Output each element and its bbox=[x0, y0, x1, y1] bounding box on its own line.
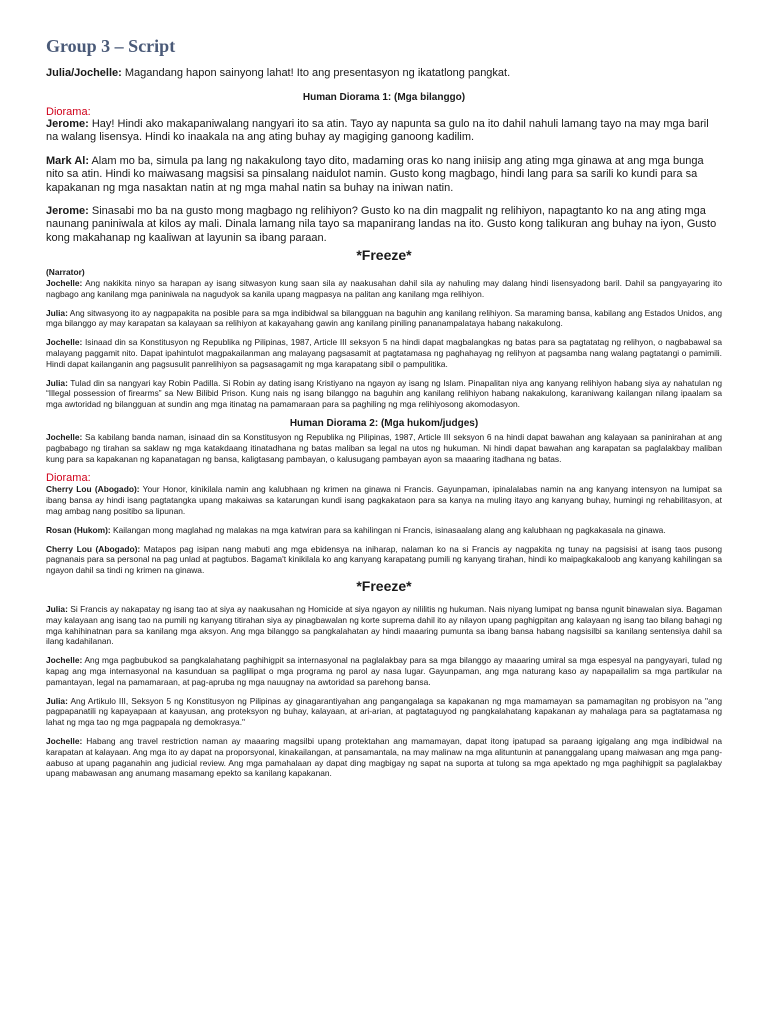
dialogue-text: Magandang hapon sainyong lahat! Ito ang presentasyon ng ikatatlong pangkat. bbox=[121, 67, 511, 79]
dialogue-line bbox=[46, 155, 722, 195]
dialogue-text: Ang sitwasyong ito ay nagpapakita na posible para sa mga indibidwal sa bilangguan na baguhin ang kanilang relihiyon. Sa maraming bansa, kabilang ang Estados Unidos, ang mga bilanggo ay may karapatan sa kalayaan sa relihiyon at kakayahang gawin ang kanilang piniling pananampalataya habang nakakulong. bbox=[46, 307, 722, 329]
narration-paragraph bbox=[46, 278, 722, 300]
speaker-name: Cherry Lou (Abogado): bbox=[46, 543, 141, 554]
narration-paragraph bbox=[46, 696, 722, 728]
speaker-name: Jochelle: bbox=[46, 278, 83, 289]
dialogue-text: Ang Artikulo III, Seksyon 5 ng Konstitusyon ng Pilipinas ay ginagarantiyahan ang pangangalaga sa kapakanan ng mga mamamayan sa pamamagitan ng probisyon na "ang pagpapanatili ng kapayapaan at kaayusan, ang proteksyon ng buhay, kalayaan, at ari-arian, at pagtataguyod ng pangkalahatang kapakanan ay mahalaga para sa pagtatamasa ng lahat ng mga tao ng mga pagpapala ng demokrasya." bbox=[46, 695, 722, 728]
narration-paragraph bbox=[46, 736, 722, 779]
speaker-name: Jochelle: bbox=[46, 735, 83, 746]
dialogue-text: Your Honor, kinikilala namin ang kalubhaan ng krimen na ginawa ni Francis. Gayunpaman, ipinalalabas namin na ang kanyang intensyon na lumipat sa ibang bansa ay hindi isang pagtatangka upang makaiwas sa katarungan kundi isang pagkakataon para sa kanya na muling itayo ang kanyang buhay, humingi ng rehabilitasyon, at mag ambag nang positibo sa lipunan. bbox=[46, 484, 722, 516]
dialogue-line bbox=[46, 544, 722, 576]
dialogue-text: Ang nakikita ninyo sa harapan ay isang sitwasyon kung saan sila ay naakusahan dahil sila ay nahuling may dalang hindi lisensyadong baril. Dahil sa pangyayaring ito nagbago ang kanilang mga paniniwala na nagudyok sa kanila upang magpasya na palitan ang kanilang mga relihiyon. bbox=[46, 278, 722, 299]
diorama-label: Diorama: bbox=[46, 106, 91, 118]
narration-paragraph bbox=[46, 378, 722, 410]
dialogue-text: Sa kabilang banda naman, isinaad din sa Konstitusyon ng Republika ng Pilipinas, 1987, Article III seksyon 6 na hindi dapat bawahan ang kalayaan sa paninirahan at ang pagbabago ng tirahan sa saklaw ng mga katakdaang itinatadhana ng batas maliban sa legal na utos ng hukuman. Ni hindi dapat bawahan ang karapatan sa paglalakbay maliban kung para sa kapakanan ng kapanatagan ng bansa, kaligtasang pambayan, o kalusugang pambayan ayon sa maaaring itadhana ng batas. bbox=[46, 432, 722, 464]
narrator-label: (Narrator) bbox=[46, 267, 85, 278]
speaker-name: Jochelle: bbox=[46, 432, 83, 443]
speaker-name: Jerome: bbox=[46, 118, 89, 130]
diorama-2-heading: Human Diorama 2: (Mga hukom/judges) bbox=[289, 418, 479, 430]
speaker-name: Cherry Lou (Abogado): bbox=[46, 484, 140, 495]
freeze-cue: *Freeze* bbox=[356, 247, 412, 264]
dialogue-text: Kailangan mong maglahad ng malakas na mga katwiran para sa kahilingan ni Francis, isinasaalang alang ang kalubhaan ng pagkakasala na ginawa. bbox=[110, 524, 666, 535]
dialogue-line bbox=[46, 484, 722, 516]
document-title: Group 3 – Script bbox=[46, 36, 176, 56]
diorama-label: Diorama: bbox=[46, 472, 91, 485]
speaker-name: Jochelle: bbox=[46, 655, 83, 666]
dialogue-line bbox=[46, 118, 722, 145]
dialogue-text: Isinaad din sa Konstitusyon ng Republika ng Pilipinas, 1987, Article III seksyon 5 na hindi dapat magbalangkas ng batas para sa pagtatatag ng relihyon, o nagbabawal sa malayang paggamit nito. Dapat ipahintulot magpakailanman ang malayang pagsasamit at pagtatamasa ng paghahayag ng relihyon at pagsamba nang walang pagtatangi o pamimili. Hindi dapat kailanganin ang pagsusulit panrelihiyon sa pagsasagamit ng mga karapatang sibil o pampulitika. bbox=[46, 337, 722, 369]
dialogue-text: Sinasabi mo ba na gusto mong magbago ng relihiyon? Gusto ko na din magpalit ng relihiyon, napagtanto ko na ang ating mga naunang paniniwala at kilos ay mali. Dinala lamang nila tayo sa mapanirang landas na ito. Gusto kong talikuran ang buhay na iyon, Gusto kong makahanap ng kaaliwan at layunin sa ibang paraan. bbox=[46, 205, 717, 244]
narration-paragraph bbox=[46, 604, 722, 647]
dialogue-text: Ang mga pagbubukod sa pangkalahatang paghihigpit sa internasyonal na paglalakbay para sa mga bilanggo ay maaaring umiral sa mga espesyal na pangyayari, tulad ng kapag ang mga internasyonal na kasunduan sa paglilipat o mga programa ng parol ay nasa lugar. Gayunpaman, ang mga naturang kaso ay napapailalim sa mga partikular na pamantayan, legal na pamamaraan, at pag-apruba ng mga nauugnay na awtoridad sa parehong bansa. bbox=[46, 655, 722, 687]
intro-line bbox=[46, 67, 722, 80]
dialogue-text: Matapos pag isipan nang mabuti ang mga ebidensya na iniharap, nalaman ko na si Francis ay nagpakita ng tunay na pagsisisi at isang taos pusong pagnanais para sa personal na pag unlad at pagtubos. Bagama't kinikilala ko ang kanyang karapatang pumili ng kanyang tirahan, hindi ko maipagkakaloob ang kanyang kahilingan sa ngayon dahil sa tindi ng krimen na ginawa. bbox=[46, 543, 722, 576]
dialogue-text: Si Francis ay nakapatay ng isang tao at siya ay naakusahan ng Homicide at siya ngayon ay nililitis ng hukuman. Nais niyang lumipat ng bansa ngunit binawalan siya. Bagaman may kalayaan ang isang tao na pumili ng kanyang titirahan siya ay pinagbawalan ng korte suprema dahil ito ay nilayon upang paghigpitan ang kalayaan ng isang tao bilang bahagi ng mga kahihinatnan para sa kanilang mga aksyon. Ang mga bilanggo sa pangkalahatan ay hindi maaaring pumunta sa ibang bansa habang nagsisilbi sa kanilang sentensiya dahil sa ilang kadahilanan. bbox=[46, 603, 722, 647]
dialogue-text: Alam mo ba, simula pa lang ng nakakulong tayo dito, madaming oras ko nang iniisip ang ating mga ginawa at ang mga bunga nito sa atin. Hindi ko maiwasang magsisi sa pinsalang naidulot namin. Gusto kong magbago, hindi lang para sa sarili ko kundi para sa kapakanan ng mga nasaktan natin at ng mga mahal natin sa buhay na iniwan natin. bbox=[46, 154, 704, 194]
speaker-name: Rosan (Hukom): bbox=[46, 524, 111, 535]
narration-paragraph bbox=[46, 432, 722, 464]
speaker-name: Julia: bbox=[46, 695, 68, 706]
narration-paragraph bbox=[46, 308, 722, 330]
freeze-cue: *Freeze* bbox=[356, 577, 412, 594]
narration-paragraph bbox=[46, 337, 722, 369]
dialogue-line bbox=[46, 525, 722, 536]
speaker-name: Jochelle: bbox=[46, 337, 83, 348]
narration-paragraph bbox=[46, 655, 722, 687]
speaker-name: Mark Al: bbox=[46, 154, 89, 167]
speaker-name: Julia: bbox=[46, 603, 68, 614]
speaker-name: Julia/Jochelle: bbox=[46, 67, 122, 79]
dialogue-text: Hay! Hindi ako makapaniwalang nangyari ito sa atin. Tayo ay napunta sa gulo na ito dahil nahuli lamang tayo na may mga baril na walang lisensya. Hindi ko inaakala na ang ating buhay ay magiging ganoong kadilim. bbox=[46, 118, 709, 144]
dialogue-line bbox=[46, 205, 722, 245]
speaker-name: Julia: bbox=[46, 307, 68, 318]
speaker-name: Julia: bbox=[46, 377, 68, 388]
dialogue-text: Habang ang travel restriction naman ay maaaring magsilbi upang protektahan ang mamamayan, dapat itong ipatupad sa paraang igigalang ang mga indibidwal na karapatan at kalayaan. Ang mga ito ay dapat na proporsyonal, kinakailangan, at pansamantala, na may malinaw na mga alituntunin at pananggalang upang maiwasan ang mga pang-aabuso at upang paganahin ang judicial review. Ang mga pamahalaan ay dapat ding magbigay ng sapat na suporta at tulong sa mga apektado ng mga paghihigpit sa paglalakbay upang mabawasan ang anumang masamang epekto sa kanilang kapakanan. bbox=[46, 735, 722, 779]
speaker-name: Jerome: bbox=[46, 205, 89, 218]
diorama-1-heading: Human Diorama 1: (Mga bilanggo) bbox=[302, 92, 466, 103]
dialogue-text: Tulad din sa nangyari kay Robin Padilla. Si Robin ay dating isang Kristiyano na ngayon ay isang ng Islam. Pinapalitan niya ang kanyang relihiyon habang siya ay nahatulan ng “Illegal possession of firearms” sa New Bilibid Prison. Kung nais ng isang bilanggo na baguhin ang kanilang relihiyon habang nakakulong, karaniwang kailangan nilang ipaalam sa mga awtoridad ng bilangguan at sundin ang mga itinatag na pamamaraan para sa paghiling ng mga relihiyosong akomodasyon. bbox=[46, 377, 722, 410]
